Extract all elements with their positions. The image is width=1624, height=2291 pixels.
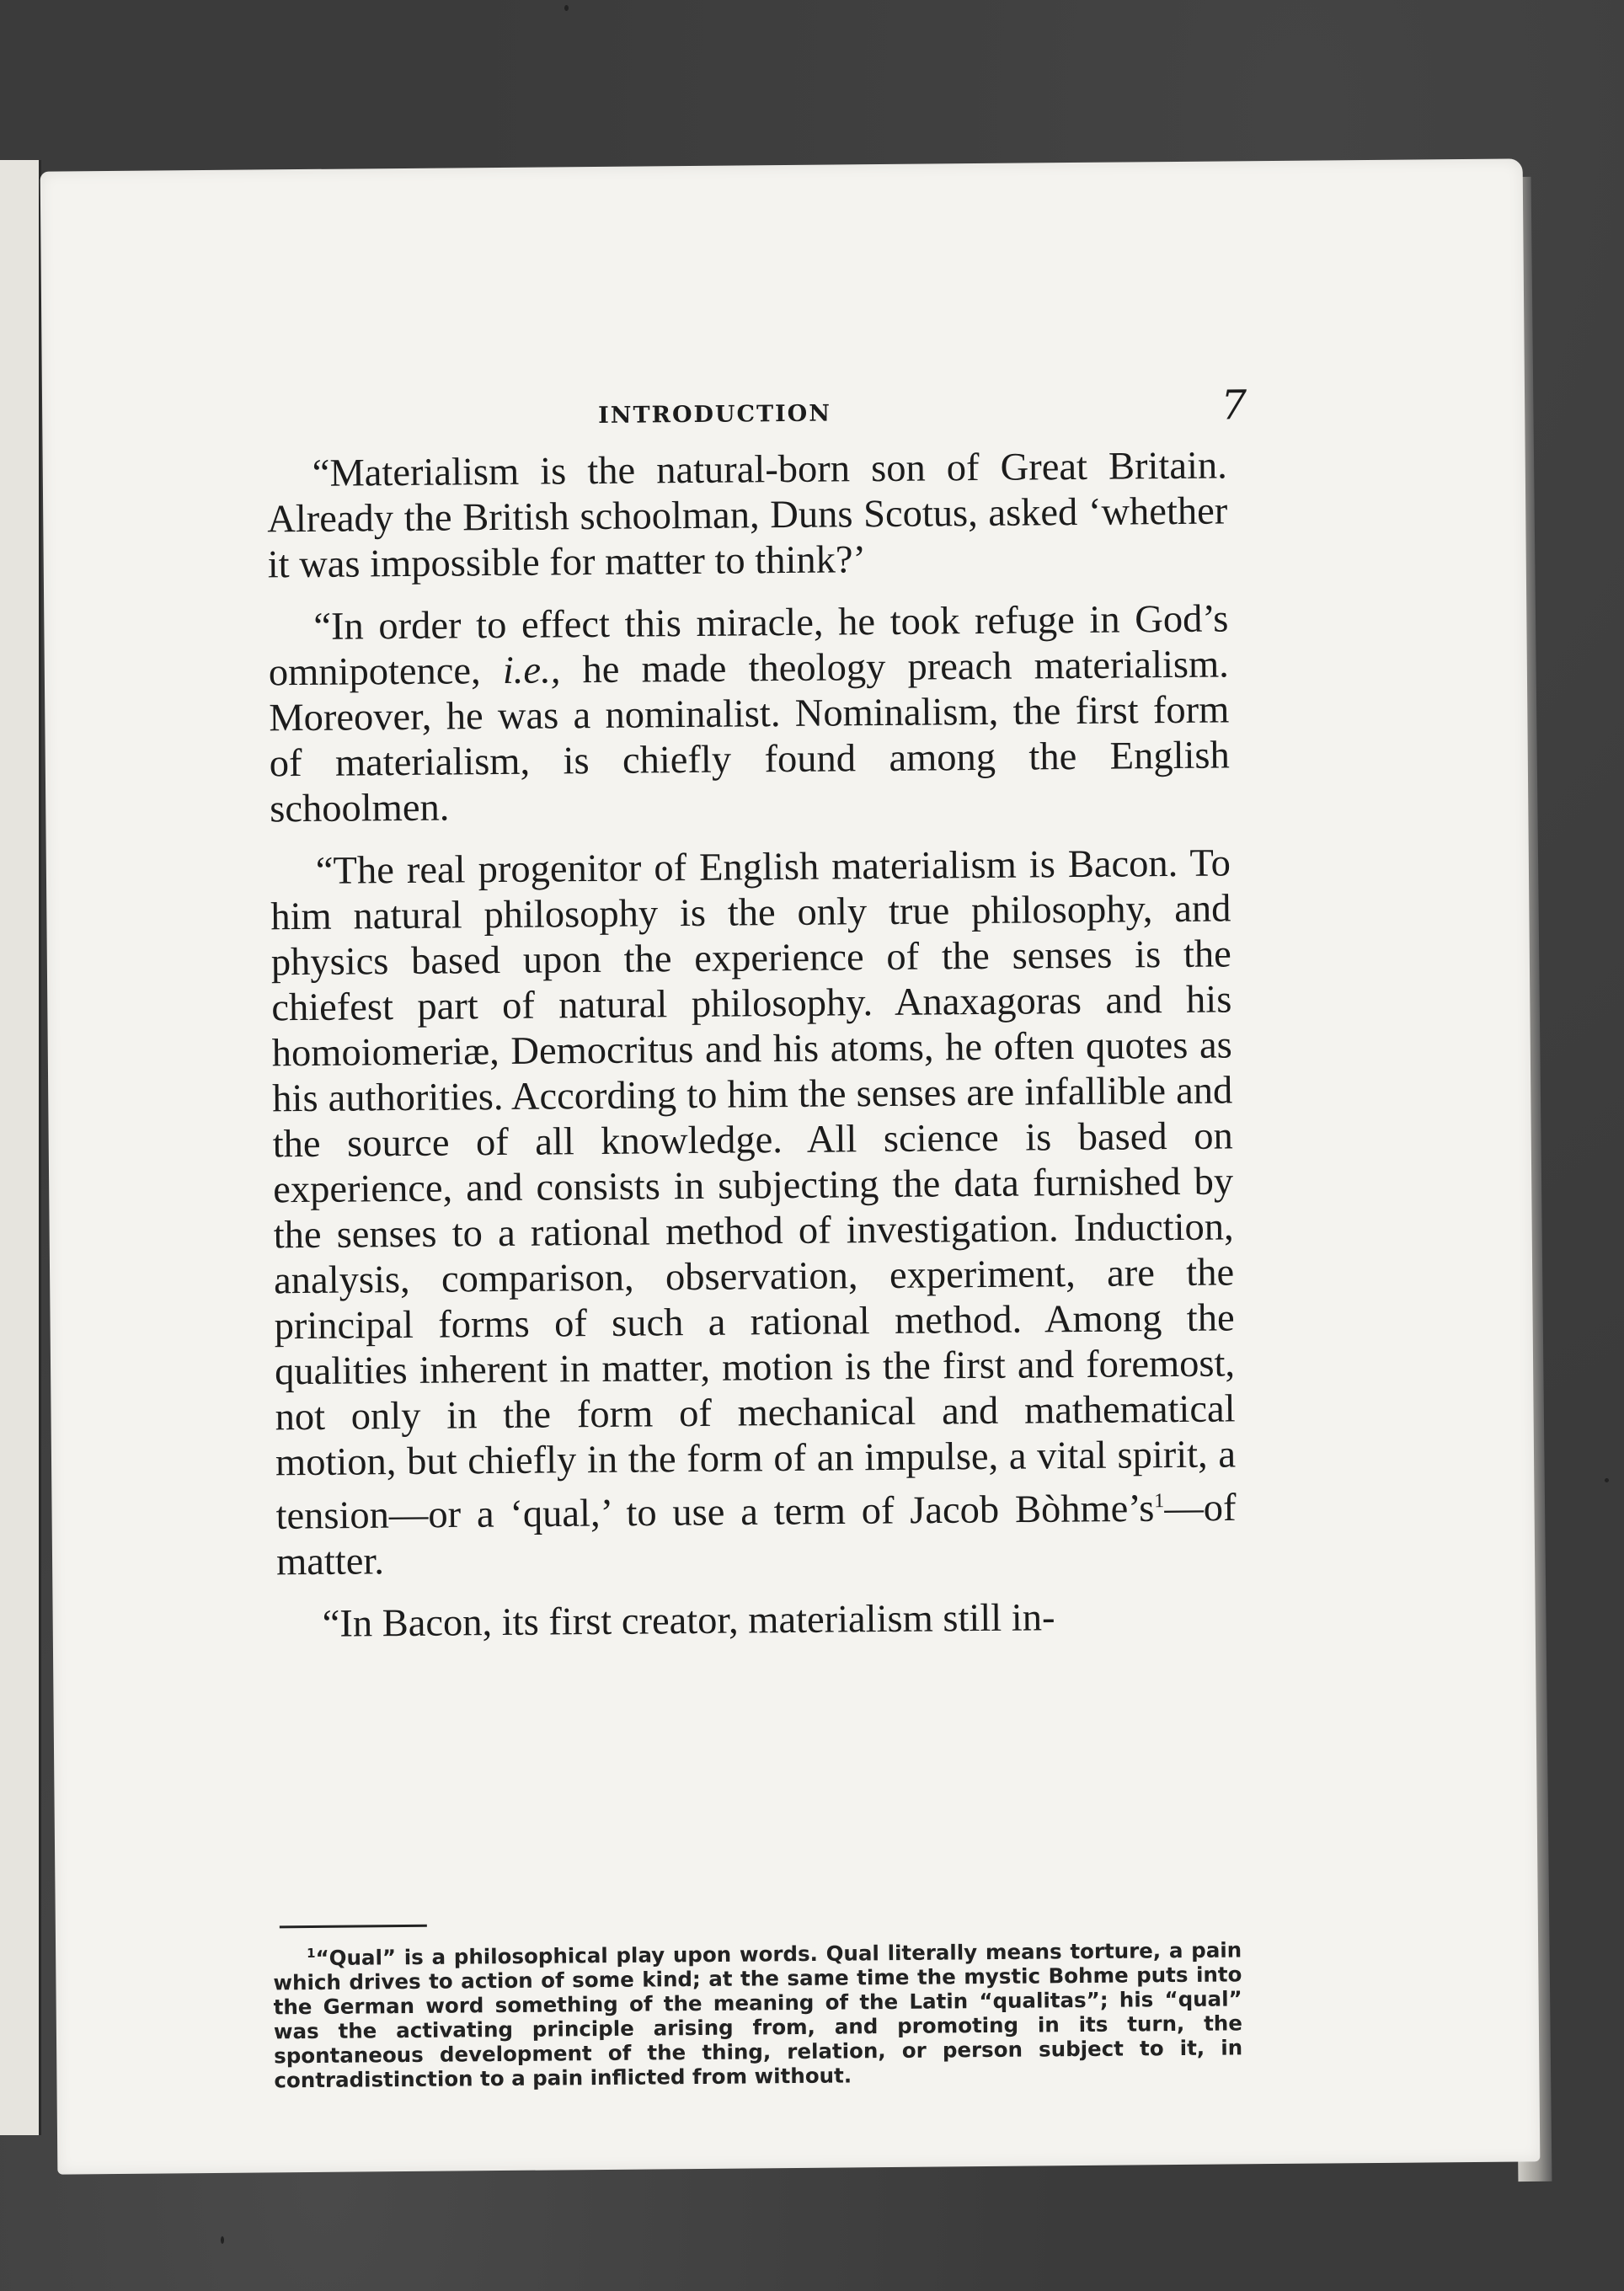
paragraph-2-italic: i.e., [502, 649, 561, 692]
footnote-marker: 1 [307, 1945, 316, 1962]
paragraph-1-text: “Materialism is the natural-born son of Great Britain. Already the British schoolman, Duns Scotus, asked ‘whether it was impossible for matter to think?’ [267, 444, 1228, 587]
paragraph-3-text-a: “The real progenitor of English materialism is Bacon. To him natural philosophy is the only true philosophy, and physics based upon the experience of the senses is the chiefest part of natural philosophy. Anaxagoras and his homoiomeriæ, Democritus and his atoms, he often quotes as his authorities. According to him the senses are infallible and the source of all knowledge. All science is based on experience, and consists in subjecting the data furnished by the senses to a rational method of investigation. Induction, analysis, comparison, observation, experiment, are the principal forms of such a rational method. Among the qualities inherent in matter, motion is the first and foremost, not only in the form of mechanical and mathematical motion, but chiefly in the form of an impulse, a vital spirit, a tension—or a ‘qual,’ to use a term of Jacob Bòhme’s [270, 841, 1237, 1538]
footnote-rule [280, 1925, 427, 1929]
paragraph-1 [267, 443, 1228, 588]
running-head-title: INTRODUCTION [598, 400, 832, 429]
footnote [273, 1933, 1243, 2092]
footnote-reference: 1 [1154, 1490, 1165, 1513]
book-page [40, 158, 1541, 2174]
scan-speck [564, 5, 569, 11]
footnote-text: “Qual” is a philosophical play upon words. Qual literally means torture, a pain which drives to action of some kind; at the same time the mystic Bohme puts into the German word something of the meaning of the Latin “qualitas”; his “qual” was the activating principle arising from, and promoting in its turn, the spontaneous development of the thing, relation, or person subject to it, in contradistinction to a pain inflicted from without. [273, 1937, 1243, 2093]
scan-speck [221, 2236, 224, 2244]
body-text [267, 443, 1238, 1664]
scan-speck [1605, 1478, 1609, 1482]
adjacent-page-edge [0, 160, 41, 2135]
paragraph-2 [268, 596, 1230, 832]
paragraph-3-text-b: —of matter. [275, 1486, 1237, 1583]
paragraph-4 [276, 1594, 1237, 1647]
paragraph-4-text: “In Bacon, its first creator, materialism still in- [322, 1595, 1055, 1646]
paragraph-2-text-b: he made theology preach materialism. Moreover, he was a nominalist. Nominalism, the first form of materialism, is chiefly found among the English schoolmen. [269, 643, 1230, 831]
paragraph-3 [270, 841, 1237, 1584]
paragraph-2-text-a: “In order to effect this miracle, he took refuge in God’s omnipotence, [268, 597, 1229, 695]
running-head [303, 382, 1247, 449]
page-number: 7 [1221, 382, 1247, 430]
